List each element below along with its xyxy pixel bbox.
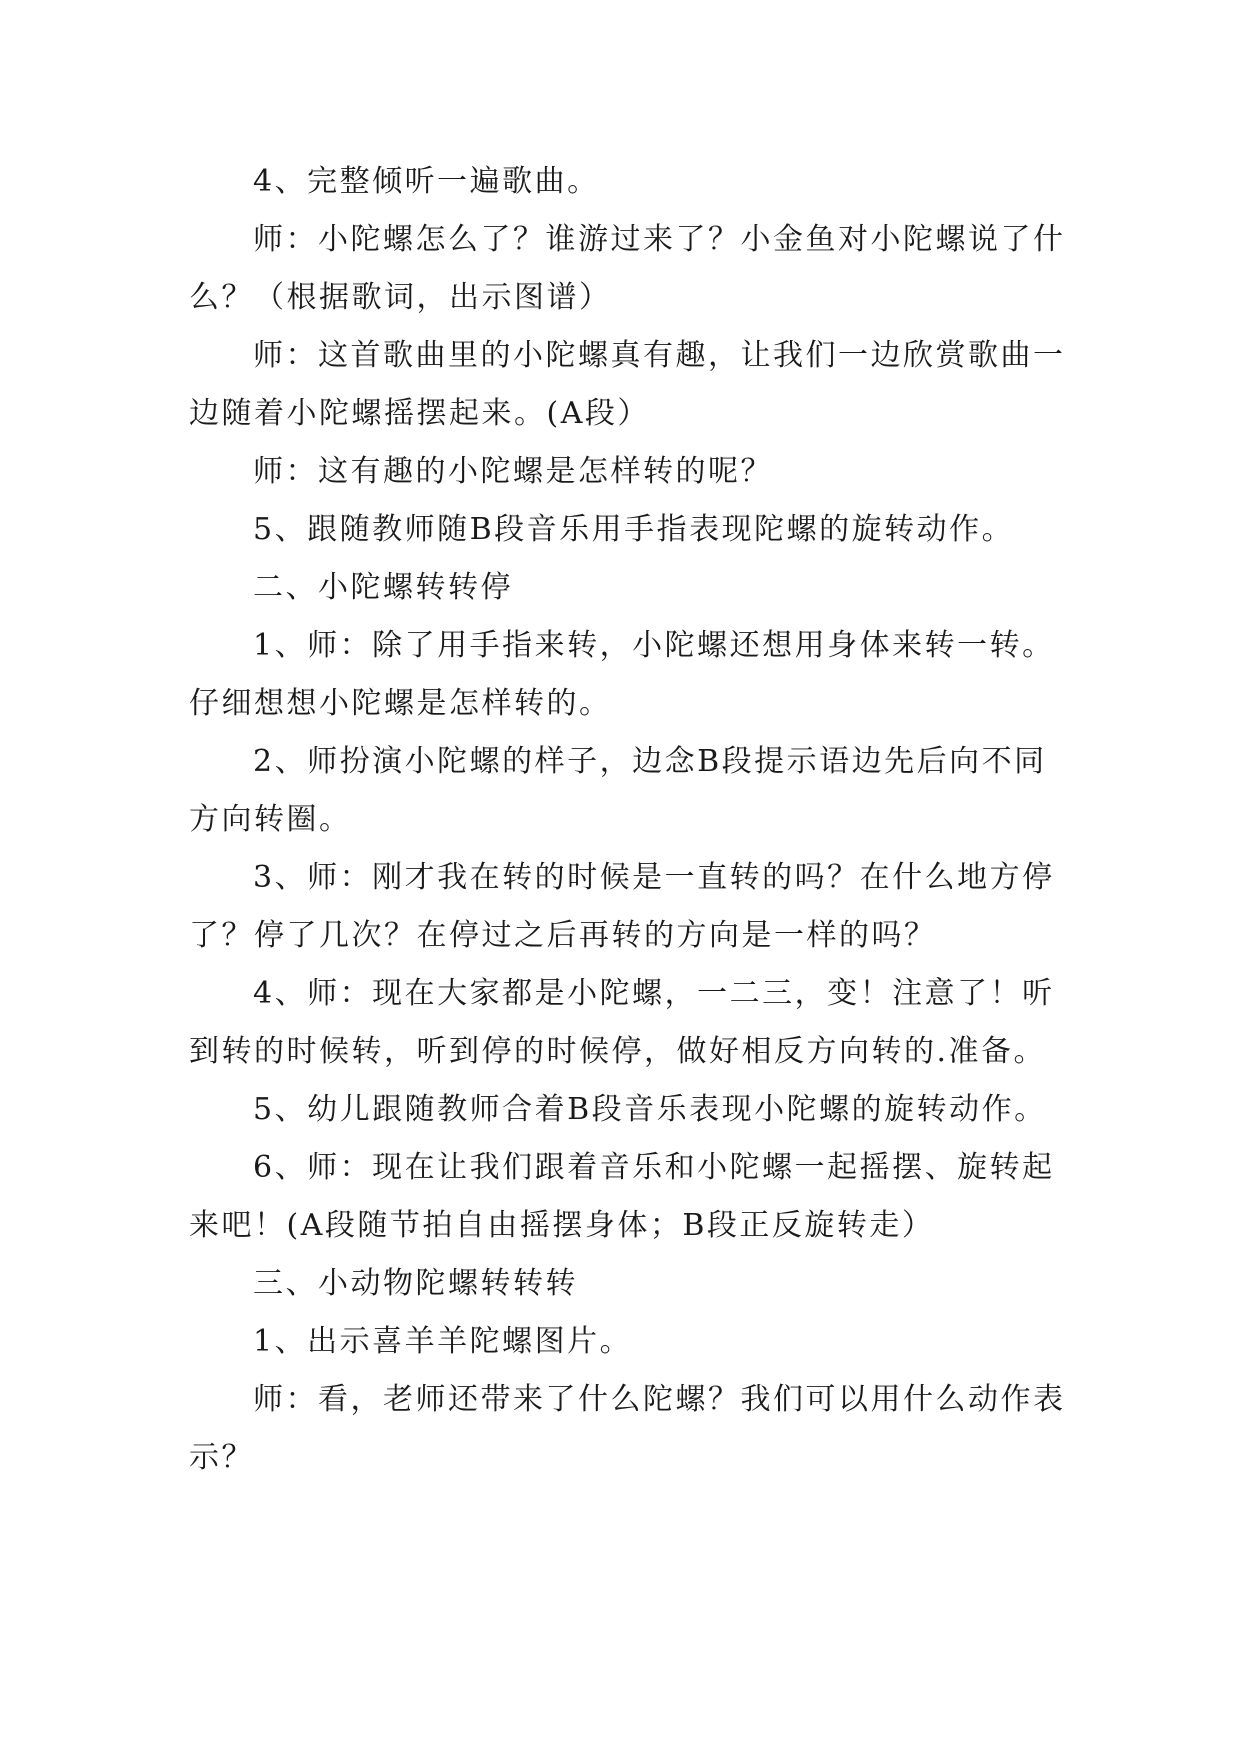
- paragraph-finger-spin: 5、跟随教师随B段音乐用手指表现陀螺的旋转动作。: [253, 512, 1015, 547]
- paragraph-children-follow: 5、幼儿跟随教师合着B段音乐表现小陀螺的旋转动作。: [253, 1092, 1047, 1127]
- document-body: [189, 153, 1079, 1487]
- paragraph-body-spin: 1、师：除了用手指来转，小陀螺还想用身体来转一转。仔细想想小陀螺是怎样转的。: [189, 628, 1055, 721]
- paragraph-stop-questions: 3、师：刚才我在转的时候是一直转的吗？在什么地方停了？停了几次？在停过之后再转的方向是一样的吗？: [189, 860, 1055, 953]
- paragraph-listen-song: 4、完整倾听一遍歌曲。: [253, 164, 600, 199]
- section-heading-3: 三、小动物陀螺转转转: [253, 1266, 578, 1301]
- paragraph-questions-goldfish: 师：小陀螺怎么了？谁游过来了？小金鱼对小陀螺说了什么？（根据歌词，出示图谱）: [189, 222, 1066, 315]
- paragraph-music-together: 6、师：现在让我们跟着音乐和小陀螺一起摇摆、旋转起来吧！(A段随节拍自由摇摆身体；B段正反旋转走）: [189, 1150, 1055, 1243]
- paragraph-how-spin: 师：这有趣的小陀螺是怎样转的呢？: [253, 454, 773, 489]
- section-heading-2: 二、小陀螺转转停: [253, 570, 513, 605]
- paragraph-everyone-top: 4、师：现在大家都是小陀螺，一二三，变！注意了！听到转的时候转，听到停的时候停，做好相反方向转的.准备。: [189, 976, 1055, 1069]
- paragraph-what-top: 师：看，老师还带来了什么陀螺？我们可以用什么动作表示？: [189, 1382, 1066, 1475]
- paragraph-sway-section-a: 师：这首歌曲里的小陀螺真有趣，让我们一边欣赏歌曲一边随着小陀螺摇摆起来。(A段）: [189, 338, 1066, 431]
- paragraph-teacher-demo: 2、师扮演小陀螺的样子，边念B段提示语边先后向不同方向转圈。: [189, 744, 1047, 837]
- paragraph-show-picture: 1、出示喜羊羊陀螺图片。: [253, 1324, 633, 1359]
